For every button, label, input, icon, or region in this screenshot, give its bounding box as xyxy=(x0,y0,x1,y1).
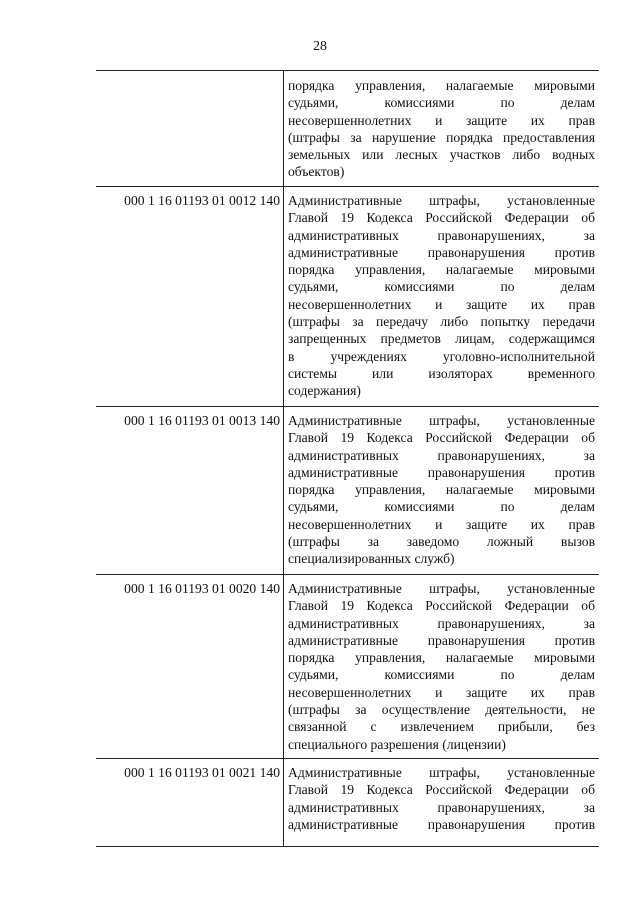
code-description xyxy=(288,412,595,568)
description-line: несовершеннолетних и защите их прав xyxy=(288,296,595,312)
description-line: административных правонарушениях, за xyxy=(288,799,595,815)
description-line: порядка управления, налагаемые мировыми xyxy=(288,262,595,278)
description-line: порядка управления, налагаемые мировыми xyxy=(288,482,595,498)
description-line: (штрафы за передачу либо попытку передачи xyxy=(288,314,595,330)
code-description xyxy=(288,77,595,181)
description-line: запрещенных предметов лицам, содержащимся xyxy=(288,331,595,347)
row-separator xyxy=(96,186,599,187)
description-line: системы или изоляторах временного xyxy=(288,365,595,381)
description-line: Главой 19 Кодекса Российской Федерации об xyxy=(288,782,595,798)
description-line: связанной с извлечением прибыли, без xyxy=(288,719,595,735)
description-line: порядка управления, налагаемые мировыми xyxy=(288,78,595,93)
description-line: несовершеннолетних и защите их прав xyxy=(288,684,595,700)
budget-code: 000 1 16 01193 01 0012 140 xyxy=(124,193,280,208)
row-separator xyxy=(96,574,599,575)
description-line: административные правонарушения против xyxy=(288,816,595,832)
description-line: (штрафы за осуществление деятельности, не xyxy=(288,702,595,718)
budget-code-table xyxy=(96,70,599,847)
code-description xyxy=(288,580,595,753)
budget-code: 000 1 16 01193 01 0013 140 xyxy=(124,413,280,428)
description-line: Административные штрафы, установленные xyxy=(288,413,595,428)
description-line: Административные штрафы, установленные xyxy=(288,193,595,208)
description-line: Главой 19 Кодекса Российской Федерации об xyxy=(288,598,595,614)
description-line: Административные штрафы, установленные xyxy=(288,581,595,596)
page-number: 28 xyxy=(313,39,327,54)
description-line: судьями, комиссиями по делам xyxy=(288,279,595,295)
description-line: административных правонарушениях, за xyxy=(288,447,595,463)
description-line: судьями, комиссиями по делам xyxy=(288,667,595,683)
description-line: судьями, комиссиями по делам xyxy=(288,95,595,111)
description-line: (штрафы за заведомо ложный вызов xyxy=(288,534,595,550)
description-line: несовершеннолетних и защите их прав xyxy=(288,516,595,532)
description-line: объектов) xyxy=(288,164,345,180)
description-line: административные правонарушения против xyxy=(288,244,595,260)
description-line: содержания) xyxy=(288,383,361,399)
row-separator xyxy=(96,758,599,759)
description-line: Главой 19 Кодекса Российской Федерации об xyxy=(288,430,595,446)
description-line: несовершеннолетних и защите их прав xyxy=(288,112,595,128)
description-line: Административные штрафы, установленные xyxy=(288,765,595,780)
description-line: судьями, комиссиями по делам xyxy=(288,499,595,515)
description-line: земельных или лесных участков либо водных xyxy=(288,147,595,163)
description-line: административных правонарушениях, за xyxy=(288,227,595,243)
budget-code: 000 1 16 01193 01 0021 140 xyxy=(124,765,280,780)
description-line: административных правонарушениях, за xyxy=(288,615,595,631)
budget-code: 000 1 16 01193 01 0020 140 xyxy=(124,581,280,596)
code-description xyxy=(288,192,595,400)
column-divider xyxy=(283,71,284,846)
code-description xyxy=(288,764,595,833)
description-line: в учреждениях уголовно-исполнительной xyxy=(288,348,595,364)
description-line: (штрафы за нарушение порядка предоставления xyxy=(288,129,595,145)
description-line: порядка управления, налагаемые мировыми xyxy=(288,650,595,666)
row-separator xyxy=(96,406,599,407)
description-line: Главой 19 Кодекса Российской Федерации об xyxy=(288,210,595,226)
description-line: специального разрешения (лицензии) xyxy=(288,736,506,752)
description-line: административные правонарушения против xyxy=(288,464,595,480)
description-line: специализированных служб) xyxy=(288,551,455,567)
description-line: административные правонарушения против xyxy=(288,632,595,648)
